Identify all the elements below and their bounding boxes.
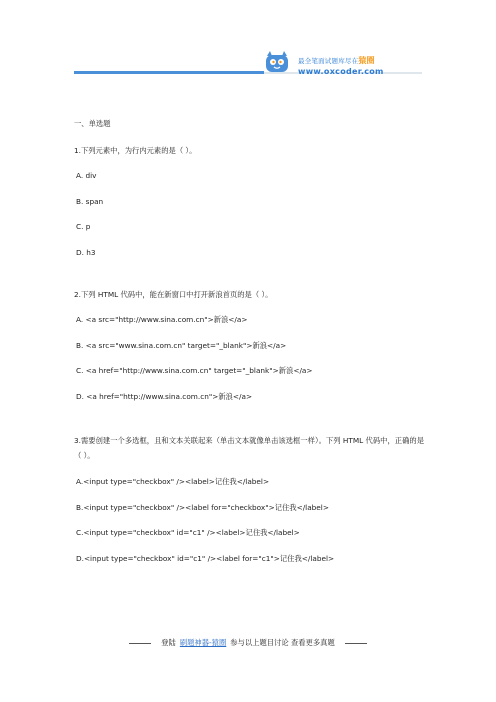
option-d: D. <a href="http://www.sina.com.cn">新浪</a> (76, 391, 253, 401)
option-c: C. <a href="http://www.sina.com.cn" target="_blank">新浪</a> (76, 366, 313, 375)
document-body (74, 118, 424, 578)
question-spacer (74, 272, 424, 289)
option-c: C. p (76, 222, 91, 231)
option-d: D. h3 (76, 247, 96, 257)
option-d: D.<input type="checkbox" id="c1" /><label for="c1">记住我</label> (76, 553, 335, 563)
logo-tagline-text: 最全笔面试题库尽在 (298, 57, 359, 65)
question-text: 3.需要创建一个多选框，且和文本关联起来（单击文本就像单击该选框一样）。下列 HTML 代码中，正确的是（ ）。 (74, 436, 424, 460)
logo-url: www.oxcoder.com (298, 67, 384, 76)
option-b: B. span (76, 196, 104, 206)
footer-dash-left (129, 643, 151, 644)
option-a: A.<input type="checkbox" /><label>记住我</label> (76, 477, 270, 486)
footer-suffix: 参与以上题目讨论 查看更多真题 (230, 638, 335, 647)
section-title: 一、单选题 (74, 119, 111, 128)
footer (0, 638, 496, 648)
question-1 (74, 145, 424, 259)
logo-icon (264, 50, 290, 74)
question-2 (74, 289, 424, 403)
logo-tagline (298, 55, 375, 66)
option-b: B. <a src="www.sina.com.cn" target="_blank">新浪</a> (76, 340, 287, 350)
option-a: A. div (76, 171, 97, 180)
question-text: 1.下列元素中，为行内元素的是（ ）。 (74, 146, 197, 155)
header-divider-accent (74, 71, 264, 74)
option-b: B.<input type="checkbox" /><label for="checkbox">记住我</label> (76, 502, 329, 512)
option-a: A. <a src="http://www.sina.com.cn">新浪</a> (76, 315, 248, 324)
logo-brand: 猿圈 (358, 56, 375, 65)
question-spacer (74, 416, 424, 433)
question-text: 2.下列 HTML 代码中，能在新窗口中打开新浪首页的是（ ）。 (74, 290, 273, 299)
footer-link[interactable]: 刷题神器-猿圈 (179, 638, 227, 647)
footer-prefix: 登陆 (161, 638, 176, 647)
question-3 (74, 433, 424, 565)
footer-dash-right (345, 643, 367, 644)
option-c: C.<input type="checkbox" id="c1" /><label>记住我</label> (76, 528, 300, 537)
